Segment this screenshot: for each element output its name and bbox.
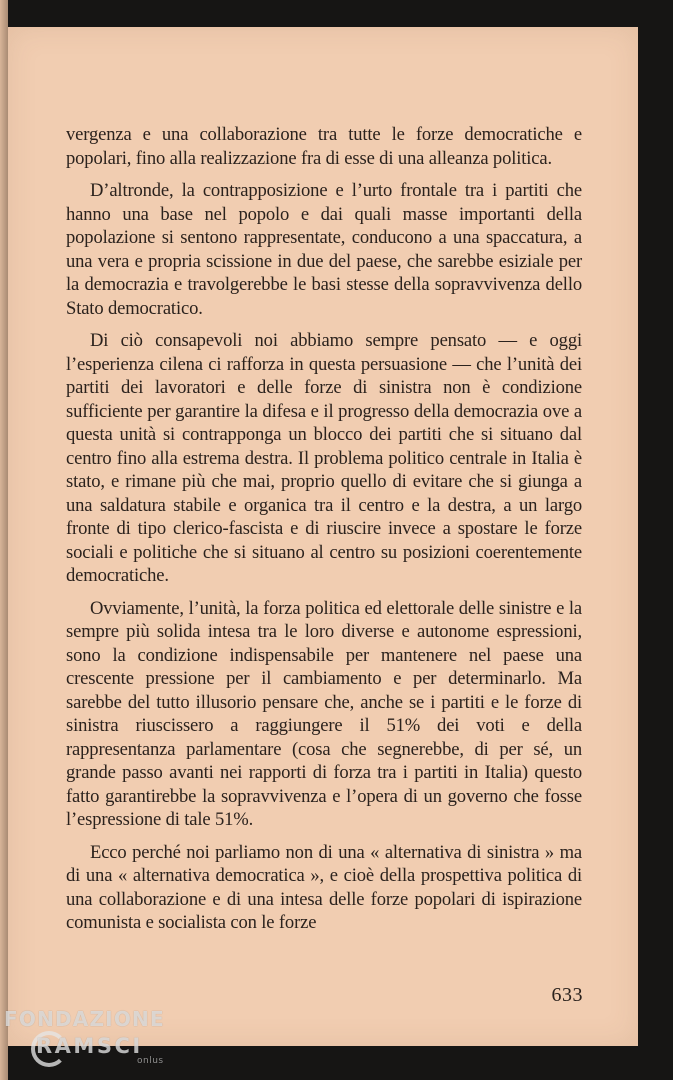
paragraph-1: vergenza e una collaborazione tra tutte le forze democratiche e popolari, fino alla realizzazione fra di esse di una alleanza politica. [66,124,582,169]
scan-left-edge [0,0,8,1080]
fondazione-gramsci-watermark [4,1007,194,1077]
body-text [66,123,582,944]
watermark-line-gramsci: RAMSCI [36,1034,143,1058]
watermark-line-onlus: onlus [137,1056,164,1066]
paragraph-5: Ecco perché noi parliamo non di una « alternativa di sinistra » ma di una « alternativa democratica », e cioè della prospettiva politica di una collaborazione e di una intesa delle forze popolari di ispirazione comunista e socialista con le forze [66,841,582,933]
document-page [8,27,638,1046]
page-number: 633 [551,984,583,1006]
paragraph-2: D’altronde, la contrapposizione e l’urto frontale tra i partiti che hanno una base nel popolo e dai quali masse importanti della popolazione si sentono rappresentate, conducono a una spaccatura, a una vera e propria scissione in due del paese, che sarebbe esiziale per la democrazia e travolgerebbe le basi stesse della sopravvivenza dello Stato democratico. [66,180,582,319]
paragraph-4: Ovviamente, l’unità, la forza politica ed elettorale delle sinistre e la sempre più solida intesa tra le loro diverse e autonome espressioni, sono la condizione indispensabile per mantenere nel paese una crescente pressione per il cambiamento e per determinarlo. Ma sarebbe del tutto illusorio pensare che, anche se i partiti e le forze di sinistra riuscissero a raggiungere il 51% dei voti e della rappresentanza parlamentare (cosa che segnerebbe, di per sé, un grande passo avanti nei rapporti di forza tra i partiti in Italia) questo fatto garantirebbe la sopravvivenza e l’opera di un governo che fosse l’espressione di tale 51%. [66,597,582,830]
paragraph-3: Di ciò consapevoli noi abbiamo sempre pensato — e oggi l’esperienza cilena ci rafforza in questa persuasione — che l’unità dei partiti dei lavoratori e delle forze di sinistra non è condizione sufficiente per garantire la difesa e il progresso della democrazia ove a questa unità si contrapponga un blocco dei partiti che si situano dal centro fino alla estrema destra. Il problema politico centrale in Italia è stato, e rimane più che mai, proprio quello di evitare che si giunga a una saldatura stabile e organica tra il centro e la destra, a un largo fronte di tipo clerico-fascista e di riuscire invece a spostare le forze sociali e politiche che si situano al centro su posizioni coerentemente democratiche. [66,330,582,586]
watermark-line-fondazione: FONDAZIONE [4,1007,165,1031]
